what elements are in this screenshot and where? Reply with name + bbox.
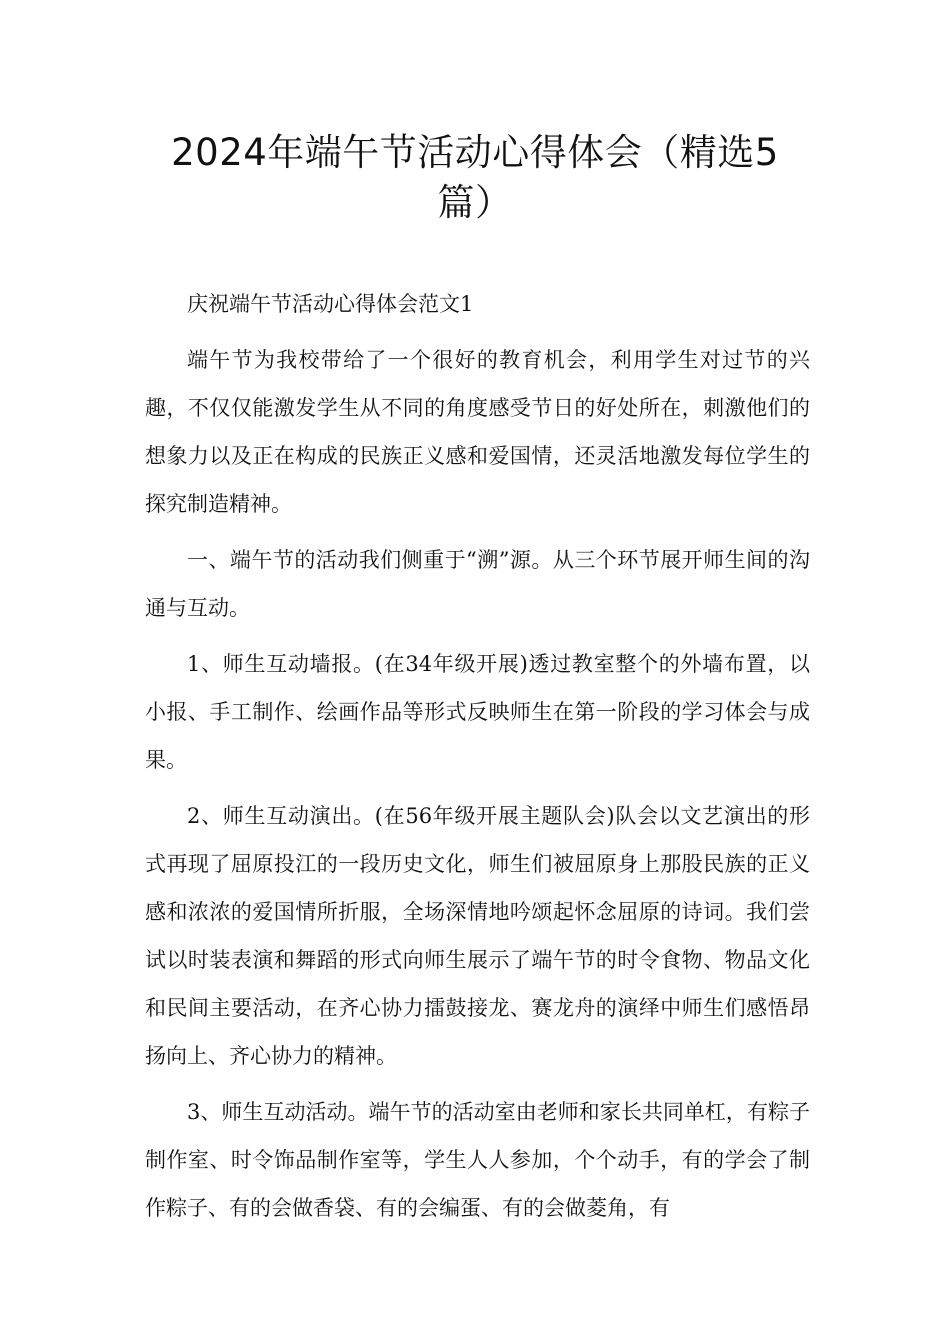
document-title [150, 128, 800, 228]
paragraph-item-1: 1、师生互动墙报。(在34年级开展)透过教室整个的外墙布置，以小报、手工制作、绘画作品等形式反映师生在第一阶段的学习体会与成果。 [145, 652, 810, 772]
title-line-1: 2024年端午节活动心得体会（精选5 [171, 131, 779, 174]
paragraph-item-2: 2、师生互动演出。(在56年级开展主题队会)队会以文艺演出的形式再现了屈原投江的一段历史文化，师生们被屈原身上那股民族的正义感和浓浓的爱国情所折服，全场深情地吟颂起怀念屈原的诗词。我们尝试以时装表演和舞蹈的形式向师生展示了端午节的时令食物、物品文化和民间主要活动，在齐心协力擂鼓接龙、赛龙舟的演绎中师生们感悟昂扬向上、齐心协力的精神。 [145, 804, 810, 1068]
paragraph-intro: 端午节为我校带给了一个很好的教育机会，利用学生对过节的兴趣，不仅仅能激发学生从不同的角度感受节日的好处所在，刺激他们的想象力以及正在构成的民族正义感和爱国情，还灵活地激发每位学生的探究制造精神。 [145, 348, 810, 516]
title-line-2: 篇） [437, 181, 513, 224]
section-heading: 庆祝端午节活动心得体会范文1 [187, 292, 474, 316]
document-body [145, 280, 810, 1240]
paragraph-item-3: 3、师生互动活动。端午节的活动室由老师和家长共同单杠，有粽子制作室、时令饰品制作室等，学生人人参加，个个动手，有的学会了制作粽子、有的会做香袋、有的会编蛋、有的会做菱角，有 [145, 1100, 810, 1220]
paragraph-part-one: 一、端午节的活动我们侧重于“溯”源。从三个环节展开师生间的沟通与互动。 [145, 548, 810, 620]
